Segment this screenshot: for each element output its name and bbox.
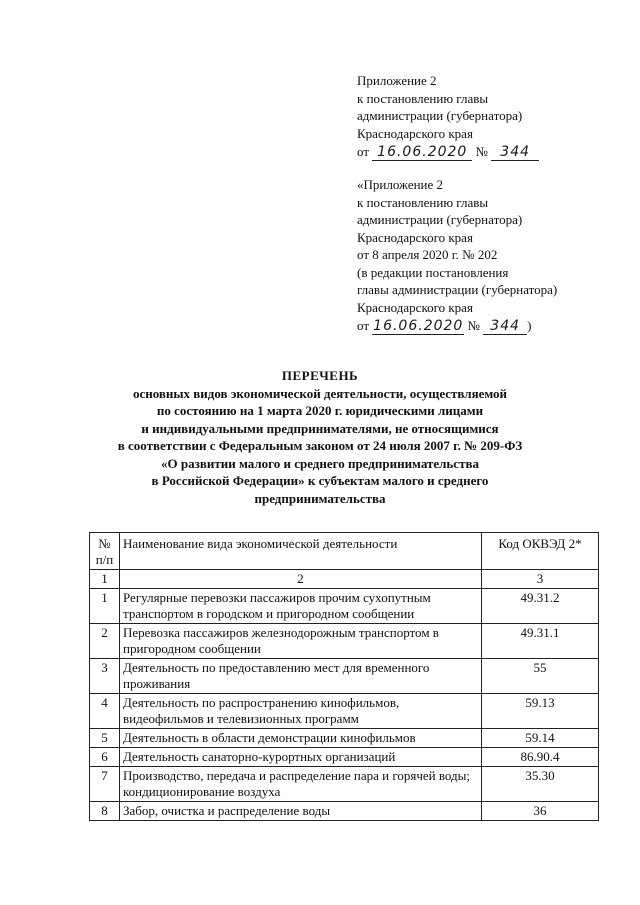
closing-paren: )	[527, 318, 532, 333]
annex-line: к постановлению главы	[357, 90, 489, 106]
annex-line: администрации (губернатора)	[357, 108, 523, 123]
table-row	[90, 748, 599, 767]
activity-name: Регулярные перевозки пассажиров прочим сухопутным транспортом в городском и пригородном сообщении	[120, 589, 482, 624]
activity-name: Производство, передача и распределение пара и горячей воды; кондиционирование воздуха	[120, 767, 482, 802]
activities-table	[89, 532, 599, 821]
annex-line: к постановлению главы	[357, 194, 489, 210]
annex-line: Краснодарского края	[357, 299, 473, 315]
row-number: 5	[90, 729, 120, 748]
title-line: по состоянию на 1 марта 2020 г. юридическими лицами	[156, 403, 484, 418]
table-row	[90, 767, 599, 802]
annex-line: «Приложение 2	[357, 177, 444, 192]
table-row	[90, 694, 599, 729]
annex-line: Приложение 2	[357, 73, 437, 88]
okved-code: 49.31.1	[482, 624, 599, 659]
header-activity-name: Наименование вида экономической деятельности	[120, 533, 482, 570]
number-prefix: №	[467, 318, 480, 333]
row-number: 2	[90, 624, 120, 659]
annex-line: (в редакции постановления	[357, 264, 509, 280]
handwritten-date: 16.06.2020	[372, 145, 472, 161]
column-index: 2	[120, 570, 482, 589]
annex-date-line	[357, 143, 539, 161]
title-line: в Российской Федерации» к субъектам малого и среднего	[151, 473, 489, 488]
table-row	[90, 624, 599, 659]
row-number: 6	[90, 748, 120, 767]
title-line: «О развитии малого и среднего предпринимательства	[161, 455, 479, 471]
title-line: предпринимательства	[254, 490, 386, 506]
activity-name: Забор, очистка и распределение воды	[120, 802, 482, 821]
row-number: 8	[90, 802, 120, 821]
column-index: 1	[90, 570, 120, 589]
okved-code: 59.14	[482, 729, 599, 748]
row-number: 1	[90, 589, 120, 624]
row-number: 7	[90, 767, 120, 802]
number-prefix: №	[475, 144, 488, 159]
table-header-row	[90, 533, 599, 570]
table-row	[90, 659, 599, 694]
column-index: 3	[482, 570, 599, 589]
annex-line: администрации (губернатора)	[357, 212, 523, 227]
header-number: № п/п	[90, 533, 120, 570]
table-row	[90, 589, 599, 624]
activity-name: Перевозка пассажиров железнодорожным транспортом в пригородном сообщении	[120, 624, 482, 659]
okved-code: 35.30	[482, 767, 599, 802]
activity-name: Деятельность по распространению кинофильмов, видеофильмов и телевизионных программ	[120, 694, 482, 729]
activity-name: Деятельность в области демонстрации кинофильмов	[120, 729, 482, 748]
title-line: основных видов экономической деятельности, осуществляемой	[132, 385, 508, 401]
annex-line: главы администрации (губернатора)	[357, 282, 558, 297]
row-number: 3	[90, 659, 120, 694]
table-row	[90, 729, 599, 748]
annex-reference-primary	[357, 72, 539, 161]
row-number: 4	[90, 694, 120, 729]
okved-code: 36	[482, 802, 599, 821]
okved-code: 86.90.4	[482, 748, 599, 767]
table-row	[90, 802, 599, 821]
date-prefix: от	[357, 144, 370, 159]
okved-code: 59.13	[482, 694, 599, 729]
annex-reference-amended	[357, 176, 557, 335]
date-prefix: от	[357, 318, 370, 333]
title-line: в соответствии с Федеральным законом от 24 июля 2007 г. № 209-ФЗ	[117, 438, 523, 453]
annex-line: от 8 апреля 2020 г. № 202	[357, 247, 498, 262]
title-line: и индивидуальными предпринимателями, не относящимися	[141, 420, 499, 436]
annex-line: Краснодарского края	[357, 125, 473, 141]
okved-code: 49.31.2	[482, 589, 599, 624]
annex-date-line	[357, 317, 557, 335]
activity-name: Деятельность по предоставлению мест для временного проживания	[120, 659, 482, 694]
annex-line: Краснодарского края	[357, 229, 473, 245]
handwritten-date: 16.06.2020	[373, 318, 464, 334]
handwritten-number: 344	[491, 145, 539, 161]
column-index-row	[90, 570, 599, 589]
document-title	[60, 367, 580, 507]
title-heading: ПЕРЕЧЕНЬ	[281, 368, 359, 383]
okved-code: 55	[482, 659, 599, 694]
activity-name: Деятельность санаторно-курортных организаций	[120, 748, 482, 767]
handwritten-number: 344	[483, 319, 527, 335]
header-okved-code: Код ОКВЭД 2*	[482, 533, 599, 570]
